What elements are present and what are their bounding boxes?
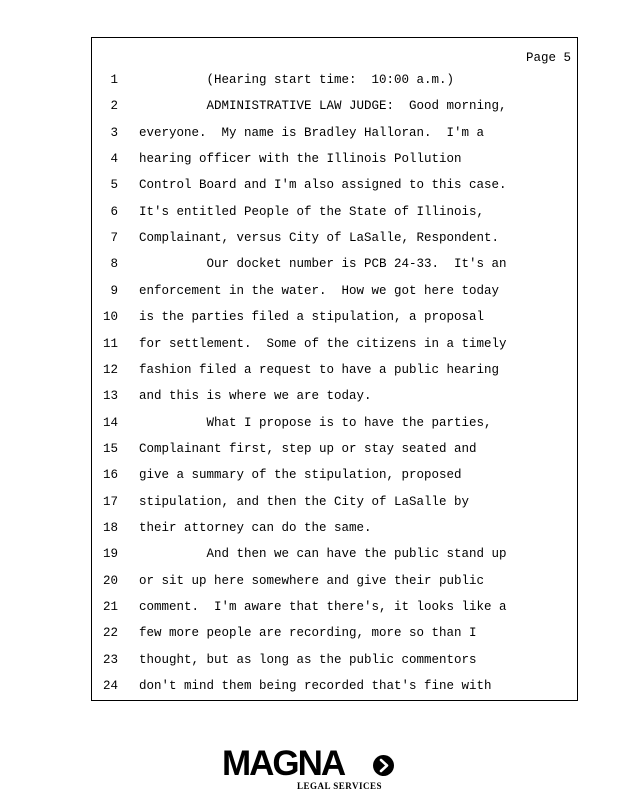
transcript-line [92,126,579,152]
line-number: 18 [102,520,118,535]
line-number: 4 [110,152,118,167]
transcript-line [92,73,579,99]
transcript-line [92,337,579,363]
line-number: 7 [110,231,118,246]
line-text: Control Board and I'm also assigned to this case. [139,178,507,193]
line-text: and this is where we are today. [139,389,372,404]
line-number: 11 [102,336,118,351]
line-number: 22 [102,626,118,641]
transcript-line [92,99,579,125]
line-number: 3 [110,125,118,140]
line-number: 20 [102,573,118,588]
line-text: fashion filed a request to have a public hearing [139,362,500,377]
transcript-line [92,416,579,442]
line-number: 21 [102,600,118,614]
line-number: 16 [102,468,118,483]
line-number: 8 [110,257,118,272]
transcript-line [92,205,579,231]
line-number: 15 [102,441,118,456]
page-number: Page 5 [525,51,571,65]
transcript-line [92,547,579,573]
line-number: 12 [102,362,118,377]
line-text: comment. I'm aware that there's, it looks like a [139,600,507,614]
line-text: enforcement in the water. How we got here today [139,283,500,298]
line-number: 6 [110,204,118,219]
line-text: few more people are recording, more so than I [139,626,477,641]
transcript-line [92,574,579,600]
line-number: 10 [102,310,118,325]
line-text: or sit up here somewhere and give their public [139,573,485,588]
line-text: hearing officer with the Illinois Pollution [139,152,462,167]
transcript-line [92,284,579,310]
line-text: Complainant first, step up or stay seated and [139,441,477,456]
line-number: 1 [110,73,118,87]
line-text: What I propose is to have the parties, [139,415,492,430]
line-number: 19 [102,547,118,562]
line-text: Complainant, versus City of LaSalle, Respondent. [139,231,500,246]
transcript-line [92,468,579,494]
line-number: 14 [102,415,118,430]
transcript-line [92,389,579,415]
line-number: 13 [102,389,118,404]
line-number: 2 [110,99,118,114]
transcript-line [92,152,579,178]
transcript-page [91,37,578,701]
line-text: ADMINISTRATIVE LAW JUDGE: Good morning, [139,99,507,114]
transcript-line [92,495,579,521]
transcript-line [92,653,579,679]
transcript-line [92,231,579,257]
line-text: for settlement. Some of the citizens in a timely [139,336,507,351]
logo-subtitle: LEGAL SERVICES [297,781,382,791]
transcript-line [92,442,579,468]
line-text: give a summary of the stipulation, proposed [139,468,462,483]
transcript-line [92,600,579,626]
line-number: 9 [110,283,118,298]
magna-logo [222,744,397,794]
line-text: is the parties filed a stipulation, a proposal [139,310,485,325]
transcript-line [92,521,579,547]
line-number: 17 [102,494,118,509]
transcript-line [92,310,579,336]
line-text: Our docket number is PCB 24-33. It's an [139,257,507,272]
transcript-line [92,257,579,283]
line-number: 24 [102,679,118,694]
line-number: 5 [110,178,118,193]
line-text: It's entitled People of the State of Illinois, [139,204,485,219]
line-text: (Hearing start time: 10:00 a.m.) [139,73,455,87]
logo-wordmark: MAGNA [222,744,345,783]
transcript-line [92,363,579,389]
transcript-line [92,679,579,705]
line-text: thought, but as long as the public commentors [139,652,477,667]
line-text: everyone. My name is Bradley Halloran. I'm a [139,125,485,140]
line-number: 23 [102,652,118,667]
line-text: stipulation, and then the City of LaSalle by [139,494,470,509]
line-text: And then we can have the public stand up [139,547,507,562]
line-text: don't mind them being recorded that's fine with [139,679,492,694]
logo-arrow-icon [373,755,394,776]
transcript-line [92,626,579,652]
line-text: their attorney can do the same. [139,520,372,535]
transcript-line [92,178,579,204]
